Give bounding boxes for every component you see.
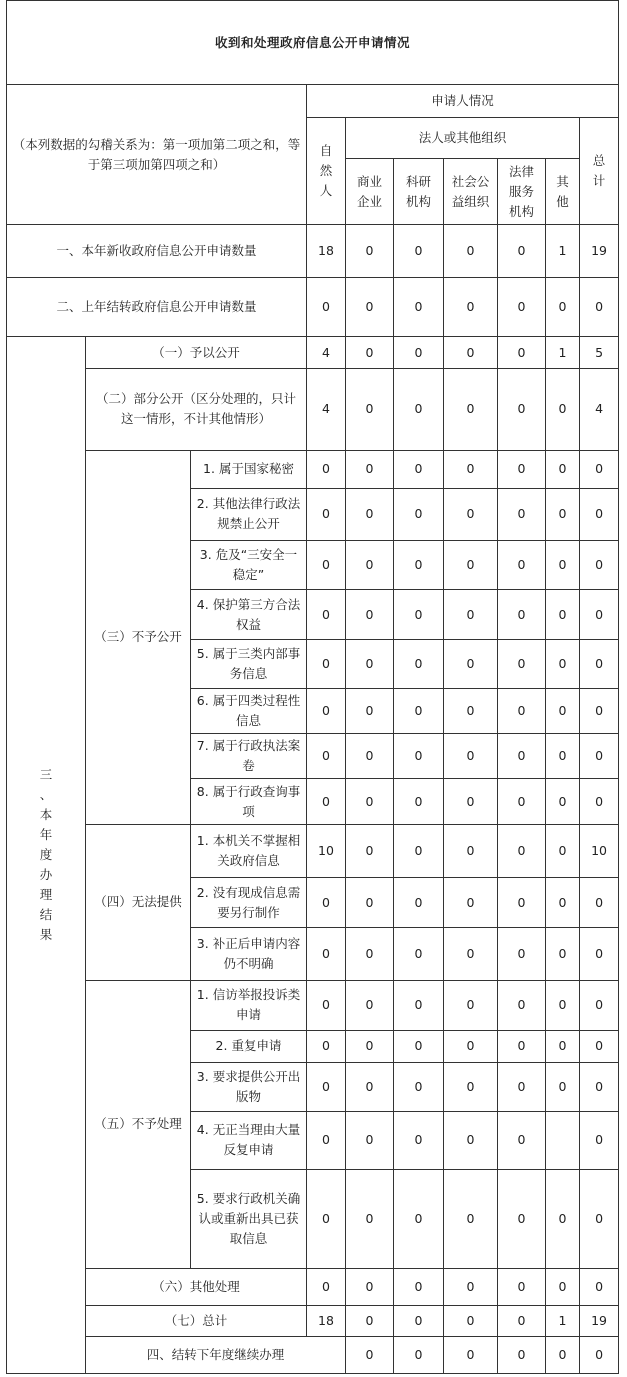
value-cell: 0 xyxy=(546,541,580,590)
value-cell: 0 xyxy=(580,980,619,1030)
research-header: 科研 机构 xyxy=(394,158,444,224)
value-cell: 0 xyxy=(346,336,394,368)
value-cell: 0 xyxy=(546,1269,580,1306)
value-cell: 0 xyxy=(394,225,444,277)
value-cell: 0 xyxy=(307,541,346,590)
value-cell: 0 xyxy=(546,639,580,688)
value-cell: 0 xyxy=(394,734,444,779)
item-label: 2. 重复申请 xyxy=(191,1030,307,1062)
value-cell: 0 xyxy=(546,1063,580,1112)
value-cell: 0 xyxy=(580,688,619,733)
value-cell: 0 xyxy=(546,688,580,733)
value-cell: 0 xyxy=(444,688,498,733)
value-cell: 0 xyxy=(346,779,394,824)
value-cell: 0 xyxy=(580,1269,619,1306)
value-cell: 0 xyxy=(394,688,444,733)
value-cell: 0 xyxy=(444,734,498,779)
value-cell: 0 xyxy=(444,336,498,368)
total-header: 总 计 xyxy=(580,117,619,225)
note-cell: （本列数据的勾稽关系为：第一项加第二项之和，等于第三项加第四项之和） xyxy=(7,85,307,225)
value-cell: 0 xyxy=(394,590,444,639)
value-cell: 0 xyxy=(394,369,444,450)
value-cell: 4 xyxy=(580,369,619,450)
social-header: 社会公 益组织 xyxy=(444,158,498,224)
value-cell: 0 xyxy=(580,488,619,540)
value-cell: 0 xyxy=(498,1063,546,1112)
value-cell: 0 xyxy=(444,824,498,877)
value-cell: 0 xyxy=(346,1112,394,1169)
other-header: 其 他 xyxy=(546,158,580,224)
row-label: （七）总计 xyxy=(86,1306,307,1336)
applicant-header: 申请人情况 xyxy=(307,85,619,117)
value-cell: 0 xyxy=(546,980,580,1030)
value-cell: 0 xyxy=(444,1269,498,1306)
value-cell: 19 xyxy=(580,225,619,277)
value-cell: 0 xyxy=(346,734,394,779)
value-cell: 0 xyxy=(580,928,619,980)
value-cell: 5 xyxy=(580,336,619,368)
value-cell: 0 xyxy=(394,1030,444,1062)
value-cell: 0 xyxy=(498,1112,546,1169)
value-cell: 0 xyxy=(444,277,498,336)
value-cell: 0 xyxy=(307,877,346,927)
value-cell: 0 xyxy=(498,734,546,779)
value-cell: 0 xyxy=(580,639,619,688)
row-label: 二、上年结转政府信息公开申请数量 xyxy=(7,277,307,336)
value-cell: 0 xyxy=(346,590,394,639)
value-cell: 0 xyxy=(444,488,498,540)
item-label: 8. 属于行政查询事项 xyxy=(191,779,307,824)
value-cell: 0 xyxy=(346,488,394,540)
table-row xyxy=(7,980,619,1030)
law-service-header: 法律 服务 机构 xyxy=(498,158,546,224)
value-cell: 0 xyxy=(498,1306,546,1336)
value-cell: 0 xyxy=(346,225,394,277)
item-label: 1. 本机关不掌握相关政府信息 xyxy=(191,824,307,877)
table-row xyxy=(7,450,619,488)
legal-person-header: 法人或其他组织 xyxy=(346,117,580,158)
natural-person-header: 自 然 人 xyxy=(307,117,346,225)
row-label: （二）部分公开（区分处理的，只计这一情形，不计其他情形） xyxy=(86,369,307,450)
value-cell: 0 xyxy=(498,824,546,877)
value-cell: 0 xyxy=(346,877,394,927)
value-cell: 0 xyxy=(546,877,580,927)
value-cell: 0 xyxy=(307,488,346,540)
table-row xyxy=(7,1306,619,1336)
item-label: 3. 要求提供公开出版物 xyxy=(191,1063,307,1112)
value-cell: 0 xyxy=(307,590,346,639)
value-cell: 0 xyxy=(546,590,580,639)
value-cell: 0 xyxy=(546,277,580,336)
item-label: 2. 其他法律行政法规禁止公开 xyxy=(191,488,307,540)
row-label: （六）其他处理 xyxy=(86,1269,307,1306)
value-cell: 0 xyxy=(307,928,346,980)
value-cell: 0 xyxy=(444,541,498,590)
value-cell: 0 xyxy=(307,1269,346,1306)
value-cell: 0 xyxy=(498,639,546,688)
value-cell: 0 xyxy=(394,450,444,488)
value-cell: 0 xyxy=(498,779,546,824)
value-cell: 0 xyxy=(346,450,394,488)
value-cell: 0 xyxy=(580,1169,619,1269)
value-cell: 0 xyxy=(498,877,546,927)
value-cell: 0 xyxy=(394,488,444,540)
value-cell: 0 xyxy=(444,1030,498,1062)
value-cell: 0 xyxy=(346,1030,394,1062)
value-cell: 1 xyxy=(546,225,580,277)
item-label: 1. 信访举报投诉类申请 xyxy=(191,980,307,1030)
value-cell: 0 xyxy=(346,928,394,980)
value-cell: 0 xyxy=(498,541,546,590)
value-cell: 0 xyxy=(580,277,619,336)
info-disclosure-table xyxy=(6,0,619,1374)
value-cell: 0 xyxy=(346,277,394,336)
item-label: 1. 属于国家秘密 xyxy=(191,450,307,488)
row-label: 四、结转下年度继续办理 xyxy=(86,1336,346,1373)
value-cell: 0 xyxy=(498,1269,546,1306)
value-cell: 0 xyxy=(498,488,546,540)
table-row xyxy=(7,225,619,277)
value-cell: 0 xyxy=(346,688,394,733)
item-label: 3. 危及“三安全一稳定” xyxy=(191,541,307,590)
value-cell: 0 xyxy=(394,639,444,688)
table-row xyxy=(7,1269,619,1306)
value-cell: 0 xyxy=(307,277,346,336)
value-cell: 0 xyxy=(580,541,619,590)
value-cell: 0 xyxy=(498,336,546,368)
value-cell: 0 xyxy=(394,277,444,336)
value-cell: 0 xyxy=(498,1336,546,1373)
table-row xyxy=(7,336,619,368)
table-row xyxy=(7,824,619,877)
value-cell: 0 xyxy=(546,369,580,450)
value-cell: 0 xyxy=(394,1063,444,1112)
value-cell: 0 xyxy=(346,541,394,590)
value-cell: 0 xyxy=(307,1063,346,1112)
value-cell: 0 xyxy=(444,1063,498,1112)
value-cell: 0 xyxy=(307,1112,346,1169)
value-cell: 0 xyxy=(394,1112,444,1169)
item-label: 4. 无正当理由大量反复申请 xyxy=(191,1112,307,1169)
value-cell: 0 xyxy=(394,824,444,877)
value-cell: 0 xyxy=(346,1063,394,1112)
group-label: （四）无法提供 xyxy=(86,824,191,980)
value-cell: 0 xyxy=(546,1336,580,1373)
value-cell: 0 xyxy=(307,450,346,488)
value-cell: 0 xyxy=(580,779,619,824)
value-cell: 0 xyxy=(546,450,580,488)
value-cell: 0 xyxy=(580,734,619,779)
value-cell: 0 xyxy=(498,450,546,488)
value-cell: 10 xyxy=(307,824,346,877)
value-cell: 0 xyxy=(444,225,498,277)
value-cell xyxy=(546,1112,580,1169)
value-cell: 0 xyxy=(444,1306,498,1336)
value-cell: 0 xyxy=(394,1169,444,1269)
value-cell: 0 xyxy=(394,877,444,927)
value-cell: 0 xyxy=(444,779,498,824)
value-cell: 0 xyxy=(346,1306,394,1336)
value-cell: 0 xyxy=(546,928,580,980)
value-cell: 0 xyxy=(498,980,546,1030)
value-cell: 0 xyxy=(307,1030,346,1062)
value-cell: 0 xyxy=(444,877,498,927)
value-cell: 0 xyxy=(444,369,498,450)
value-cell: 1 xyxy=(546,336,580,368)
value-cell: 0 xyxy=(346,1269,394,1306)
item-label: 6. 属于四类过程性信息 xyxy=(191,688,307,733)
item-label: 4. 保护第三方合法权益 xyxy=(191,590,307,639)
value-cell: 4 xyxy=(307,336,346,368)
value-cell: 0 xyxy=(307,1169,346,1269)
value-cell: 0 xyxy=(307,688,346,733)
row-label: 一、本年新收政府信息公开申请数量 xyxy=(7,225,307,277)
value-cell: 0 xyxy=(498,688,546,733)
item-label: 3. 补正后申请内容仍不明确 xyxy=(191,928,307,980)
value-cell: 0 xyxy=(307,734,346,779)
value-cell: 0 xyxy=(580,450,619,488)
table-row xyxy=(7,369,619,450)
item-label: 2. 没有现成信息需要另行制作 xyxy=(191,877,307,927)
value-cell: 18 xyxy=(307,225,346,277)
value-cell: 0 xyxy=(580,1063,619,1112)
value-cell: 0 xyxy=(444,980,498,1030)
group-label: （三）不予公开 xyxy=(86,450,191,824)
value-cell: 0 xyxy=(394,541,444,590)
value-cell: 0 xyxy=(346,1336,394,1373)
value-cell: 0 xyxy=(444,1336,498,1373)
value-cell: 0 xyxy=(444,1112,498,1169)
value-cell: 0 xyxy=(498,1030,546,1062)
value-cell: 0 xyxy=(444,639,498,688)
value-cell: 0 xyxy=(546,1169,580,1269)
value-cell: 0 xyxy=(346,980,394,1030)
value-cell: 0 xyxy=(307,779,346,824)
value-cell: 0 xyxy=(307,980,346,1030)
value-cell: 0 xyxy=(546,824,580,877)
value-cell: 0 xyxy=(444,928,498,980)
value-cell: 0 xyxy=(346,369,394,450)
table-row xyxy=(7,277,619,336)
value-cell: 0 xyxy=(394,779,444,824)
value-cell: 0 xyxy=(444,1169,498,1269)
value-cell: 0 xyxy=(580,590,619,639)
item-label: 5. 要求行政机关确认或重新出具已获取信息 xyxy=(191,1169,307,1269)
table-title: 收到和处理政府信息公开申请情况 xyxy=(7,1,619,85)
business-header: 商业 企业 xyxy=(346,158,394,224)
value-cell: 4 xyxy=(307,369,346,450)
value-cell: 0 xyxy=(346,1169,394,1269)
report-frame xyxy=(6,0,618,1375)
value-cell: 0 xyxy=(394,1336,444,1373)
item-label: 7. 属于行政执法案卷 xyxy=(191,734,307,779)
value-cell: 0 xyxy=(580,877,619,927)
value-cell: 0 xyxy=(394,1306,444,1336)
value-cell: 0 xyxy=(580,1336,619,1373)
value-cell: 0 xyxy=(394,928,444,980)
value-cell: 18 xyxy=(307,1306,346,1336)
value-cell: 19 xyxy=(580,1306,619,1336)
section3-label: 三 、 本 年 度 办 理 结 果 xyxy=(7,336,86,1373)
row-label: （一）予以公开 xyxy=(86,336,307,368)
value-cell: 0 xyxy=(498,277,546,336)
value-cell: 0 xyxy=(546,779,580,824)
value-cell: 0 xyxy=(394,336,444,368)
value-cell: 0 xyxy=(498,1169,546,1269)
value-cell: 10 xyxy=(580,824,619,877)
value-cell: 0 xyxy=(498,369,546,450)
value-cell: 0 xyxy=(394,980,444,1030)
value-cell: 0 xyxy=(546,488,580,540)
value-cell: 0 xyxy=(580,1112,619,1169)
table-row xyxy=(7,1336,619,1373)
value-cell: 0 xyxy=(546,1030,580,1062)
value-cell: 0 xyxy=(498,590,546,639)
value-cell: 0 xyxy=(498,928,546,980)
value-cell: 0 xyxy=(444,450,498,488)
value-cell: 0 xyxy=(444,590,498,639)
value-cell: 0 xyxy=(394,1269,444,1306)
value-cell: 0 xyxy=(580,1030,619,1062)
value-cell: 1 xyxy=(546,1306,580,1336)
value-cell: 0 xyxy=(307,639,346,688)
value-cell: 0 xyxy=(546,734,580,779)
value-cell: 0 xyxy=(498,225,546,277)
item-label: 5. 属于三类内部事务信息 xyxy=(191,639,307,688)
value-cell: 0 xyxy=(346,824,394,877)
value-cell: 0 xyxy=(346,639,394,688)
group-label: （五）不予处理 xyxy=(86,980,191,1269)
